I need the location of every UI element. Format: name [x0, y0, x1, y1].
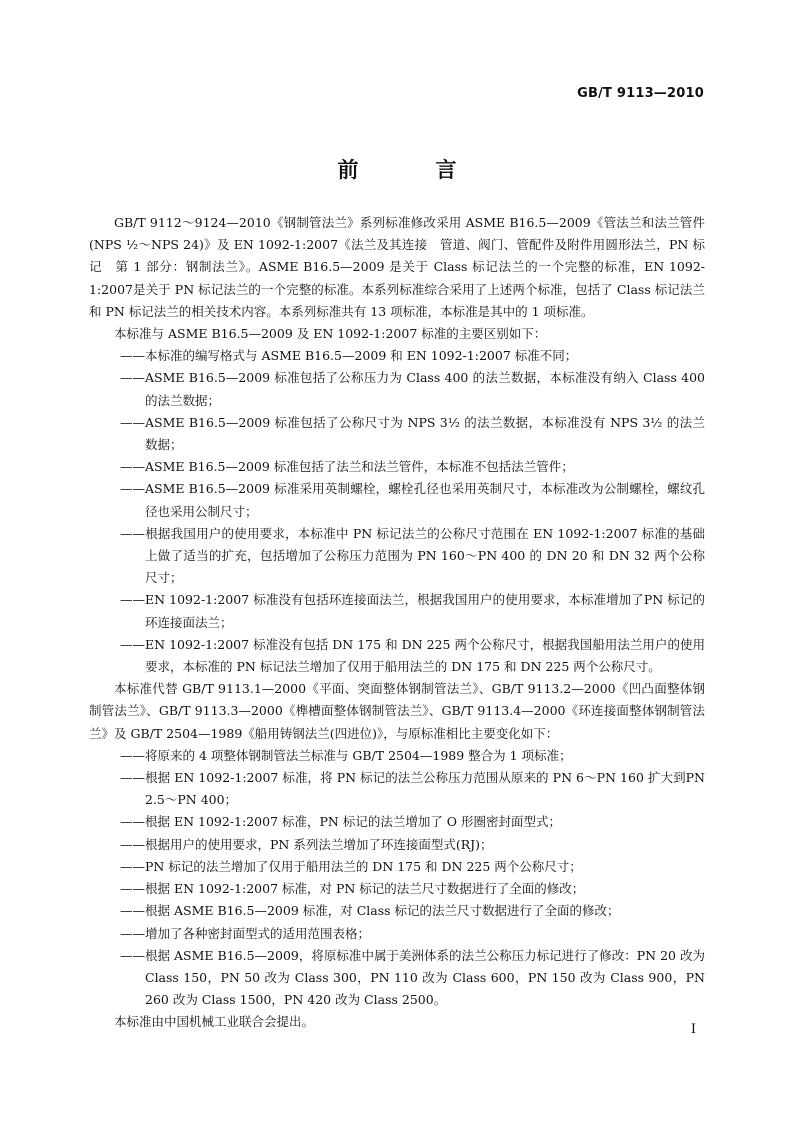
list-item-change: ——根据 EN 1092-1:2007 标准，将 PN 标记的法兰公称压力范围从原来的 PN 6～PN 160 扩大到PN 2.5～PN 400；: [120, 770, 705, 808]
list-item-change: ——根据 EN 1092-1:2007 标准，PN 标记的法兰增加了 O 形圈密封面型式；: [120, 814, 562, 830]
list-item-change: ——根据 ASME B16.5—2009 标准，对 Class 标记的法兰尺寸数据进行了全面的修改；: [120, 903, 620, 919]
paragraph-replacement: 本标准代替 GB/T 9113.1—2000《平面、突面整体钢制管法兰》、GB/T 9113.2—2000《凹凸面整体钢制管法兰》、GB/T 9113.3—2000《榫槽面整体钢制管法兰》、GB/T 9113.4—2000《环连接面整体钢制管法兰》及 GB/T 2504—1989《船用铸钢法兰(四进位)》，与原标准相比主要变化如下：: [89, 681, 705, 741]
page-number: I: [690, 1022, 696, 1037]
paragraph-intro: GB/T 9112～9124—2010《钢制管法兰》系列标准修改采用 ASME B16.5—2009《管法兰和法兰管件(NPS ½～NPS 24)》及 EN 1092-1:2007《法兰及其连接 管道、阀门、管配件及附件用圆形法兰，PN 标记 第 1 部分：钢制法兰》。ASME B16.5—2009 是关于 Class 标记法兰的一个完整的标准，EN 1092-1:2007是关于 PN 标记法兰的一个完整的标准。本系列标准综合采用了上述两个标准，包括了 Class 标记法兰和 PN 标记法兰的相关技术内容。本系列标准共有 13 项标准，本标准是其中的 1 项标准。: [89, 215, 705, 319]
list-item-difference: ——ASME B16.5—2009 标准包括了公称压力为 Class 400 的法兰数据，本标准没有纳入 Class 400 的法兰数据；: [120, 370, 705, 408]
list-item-difference: ——EN 1092-1:2007 标准没有包括环连接面法兰，根据我国用户的使用要求，本标准增加了PN 标记的环连接面法兰；: [120, 592, 705, 630]
foreword-body: [89, 212, 705, 1034]
list-item-difference: ——EN 1092-1:2007 标准没有包括 DN 175 和 DN 225 两个公称尺寸，根据我国船用法兰用户的使用要求，本标准的 PN 标记法兰增加了仅用于船用法兰的 DN 175 和 DN 225 两个公称尺寸。: [120, 636, 705, 675]
list-item-difference: ——本标准的编写格式与 ASME B16.5—2009 和 EN 1092-1:2007 标准不同；: [120, 348, 578, 364]
paragraph-differences-lead: 本标准与 ASME B16.5—2009 及 EN 1092-1:2007 标准的主要区别如下：: [114, 326, 547, 342]
list-item-difference: ——根据我国用户的使用要求，本标准中 PN 标记法兰的公称尺寸范围在 EN 1092-1:2007 标准的基础上做了适当的扩充，包括增加了公称压力范围为 PN 160～PN 400 的 DN 20 和 DN 32 两个公称尺寸；: [120, 525, 705, 586]
list-item-difference: ——ASME B16.5—2009 标准采用英制螺栓，螺栓孔径也采用英制尺寸，本标准改为公制螺栓，螺纹孔径也采用公制尺寸；: [120, 481, 705, 519]
list-item-change: ——PN 标记的法兰增加了仅用于船用法兰的 DN 175 和 DN 225 两个公称尺寸；: [120, 858, 582, 874]
list-item-change: ——根据 EN 1092-1:2007 标准，对 PN 标记的法兰尺寸数据进行了全面的修改；: [120, 881, 585, 897]
list-item-change: ——根据用户的使用要求，PN 系列法兰增加了环连接面型式(RJ)；: [120, 836, 493, 852]
standard-code: GB/T 9113—2010: [577, 86, 704, 101]
list-item-change: ——根据 ASME B16.5—2009，将原标准中属于美洲体系的法兰公称压力标记进行了修改：PN 20 改为 Class 150，PN 50 改为 Class 300，PN 110 改为 Class 600，PN 150 改为 Class 900，PN 260 改为 Class 1500，PN 420 改为 Class 2500。: [120, 947, 705, 1008]
list-item-change: ——增加了各种密封面型式的适用范围表格；: [120, 925, 371, 941]
page-title: 前 言: [337, 158, 485, 182]
list-item-difference: ——ASME B16.5—2009 标准包括了法兰和法兰管件，本标准不包括法兰管件；: [120, 459, 574, 475]
list-item-difference: ——ASME B16.5—2009 标准包括了公称尺寸为 NPS 3½ 的法兰数据，本标准没有 NPS 3½ 的法兰数据；: [120, 414, 705, 453]
paragraph-proposer: 本标准由中国机械工业联合会提出。: [114, 1014, 315, 1030]
list-item-change: ——将原来的 4 项整体钢制管法兰标准与 GB/T 2504—1989 整合为 1 项标准；: [120, 747, 572, 763]
